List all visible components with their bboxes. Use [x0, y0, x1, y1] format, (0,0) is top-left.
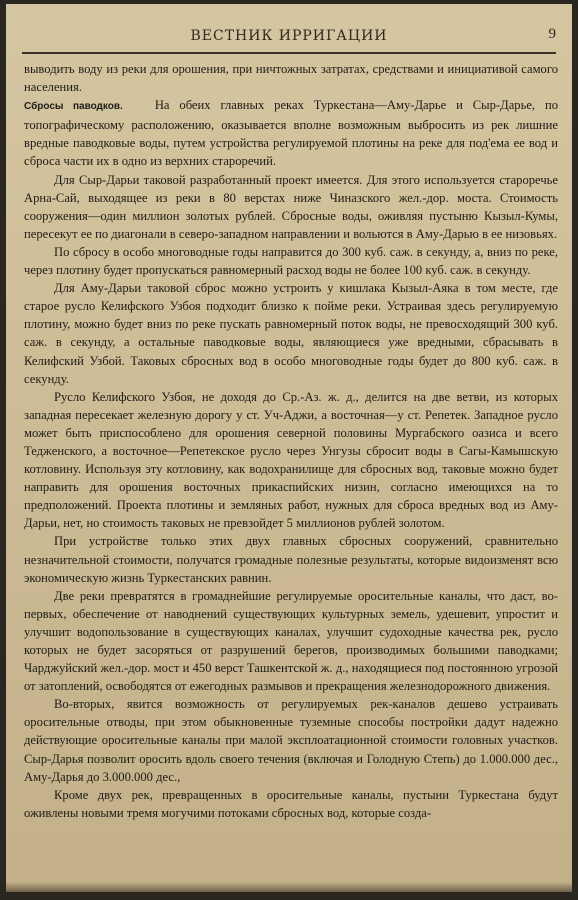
article-body	[24, 60, 558, 822]
paragraph: По сбросу в особо многоводные годы направится до 300 куб. саж. в секунду, а, вниз по реке, через плотину будет пропускаться равномерный расход воды не более 100 куб. саж. в секунду.	[24, 244, 558, 278]
paragraph: Для Сыр-Дарьи таковой разработанный проект имеется. Для этого используется староречье Арна-Сай, выходящее из реки в 80 верстах ниже Чиназского жел.-дор. моста. Стоимость сооружения—один миллион золотых рублей. Сбросные воды, оживляя пустыню Кызыл-Кумы, пересекут ее по диагонали в северо-западном направлении и вольются в Аму-Дарью в ее низовьях.	[24, 172, 558, 241]
book-page	[6, 4, 572, 892]
section-label: Сбросы паводков.	[24, 101, 123, 113]
paragraph: Во-вторых, явится возможность от регулируемых рек-каналов дешево устраивать оросительные отводы, при этом обыкновенные туземные способы постройки дадут надежно действующие оросительные каналы при малой эксплоатационной стоимости головных участков. Сыр-Дарья позволит оросить вдоль своего течения (включая и Голодную Степь) до 1.000.000 дес., Аму-Дарья до 3.000.000 дес.,	[24, 697, 558, 784]
page-number: 9	[548, 26, 556, 42]
page-header	[22, 22, 556, 54]
paragraph: На обеих главных реках Туркестана—Аму-Дарье и Сыр-Дарье, по топографическому расположению, оказывается вполне возможным выбросить из рек лишние вредные паводковые воды, путем устройства регулируемой плотины на реке для под'ема ее вод и сброса части их в одно из верхних староречий.	[24, 98, 558, 169]
paragraph: Для Аму-Дарьи таковой сброс можно устроить у кишлака Кызыл-Аяка в том месте, где старое русло Келифского Узбоя подходит близко к пойме реки. Устраивая здесь регулируемую плотину, можно будет вниз по реке пускать равномерный поток воды, не превосходящий 300 куб. саж. в секунду, а остальные паводковые воды, являющиеся уже вредными, сбрасывать в Келифский Узбой. Таковых сбросных вод в особо многоводные годы будет до 800 куб. саж. в секунду.	[24, 281, 558, 386]
paragraph-with-side-label	[24, 96, 558, 170]
running-title: ВЕСТНИК ИРРИГАЦИИ	[190, 28, 388, 44]
page-edge-shadow	[6, 882, 572, 892]
paragraph: При устройстве только этих двух главных сбросных сооружений, сравнительно незначительной стоимости, получатся громадные полезные результаты, которые видоизменят всю экономическую жизнь Туркестанских равнин.	[24, 534, 558, 585]
paragraph: Кроме двух рек, превращенных в оросительные каналы, пустыни Туркестана будут оживлены новыми тремя могучими потоками сбросных вод, которые созда-	[24, 787, 558, 820]
paragraph: Две реки превратятся в громаднейшие регулируемые оросительные каналы, что даст, во-первых, обеспечение от наводнений существующих культурных земель, удешевит, упростит и улучшит водопользование в существующих каналах, улучшит судоходные качества рек, русло которых не будет засоряться от разрушений берегов, производимых большими паводками; Чарджуйский жел.-дор. мост и 450 верст Ташкентской ж. д., находящиеся под постоянною угрозой от затоплений, освободятся от ежегодных размывов и прекращения железнодорожного движения.	[24, 588, 558, 694]
paragraph: Русло Келифского Узбоя, не доходя до Ср.-Аз. ж. д., делится на две ветви, из которых западная пересекает железную дорогу у ст. Уч-Аджи, а восточная—у ст. Репетек. Западное русло может быть приспособлено для орошения северной половины Мургабского оазиса и всего Теджeнского, а восточное—Репетекское русло через Унгузы сбросит воды в Сагы-Камышскую котловину. Используя эту котловину, как водохранилище для сбросных вод, таковые можно будет направить для орошения восточных прикаспийских низин, согласно имеющихся на то предположений. Проекта плотины и земляных работ, нужных для сброса вредных вод из Аму-Дарьи, нет, но стоимость таковых не превзойдет 5 миллионов рублей золотом.	[24, 389, 558, 531]
paragraph: выводить воду из реки для орошения, при ничтожных затратах, средствами и инициативой самого населения.	[24, 62, 558, 95]
